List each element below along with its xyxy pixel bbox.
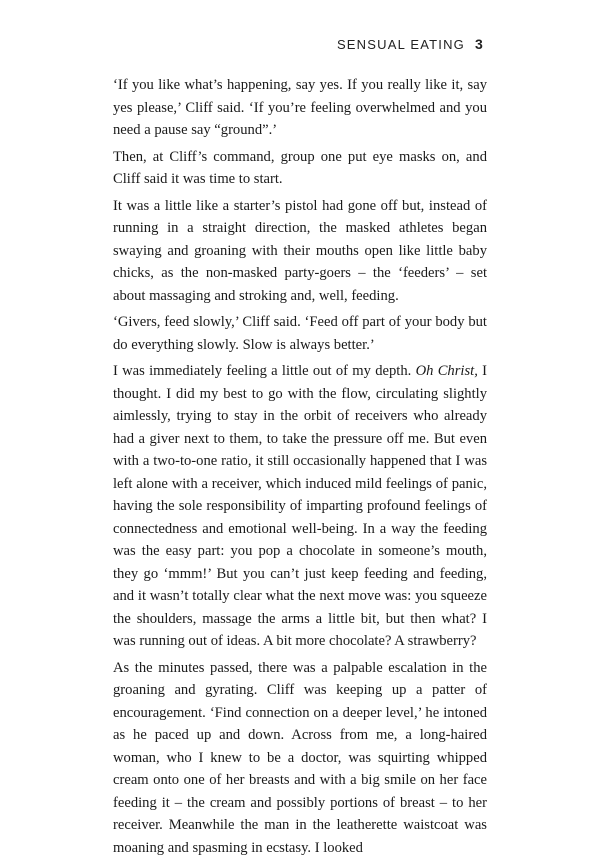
paragraph <box>113 146 487 191</box>
paragraph <box>113 195 487 308</box>
text-segment: As the minutes passed, there was a palpable escalation in the groaning and gyrating. Cliff was keeping up a patter of encouragement. ‘Find connection on a deeper level,’ he intoned as he paced up and down. Across from me, a long-haired woman, who I knew to be a doctor, was squirting whipped cream onto one of her breasts and with a big smile on her face feeding it – the cream and possibly portions of breast – to her receiver. Meanwhile the man in the leatherette waistcoat was moaning and spasming in ecstasy. I looked <box>113 660 487 856</box>
running-head <box>337 36 484 52</box>
paragraph <box>113 311 487 356</box>
text-segment: ‘If you like what’s happening, say yes. If you really like it, say yes please,’ Cliff said. ‘If you’re feeling overwhelmed and you need a pause say “ground”.’ <box>113 77 487 138</box>
body-text <box>113 74 487 859</box>
text-segment: I thought. I did my best to go with the flow, circulating slightly aimlessly, trying to stay in the orbit of receivers who already had a giver next to them, to take the pressure off me. But even with a two-to-one ratio, it still occasionally happened that I was left alone with a receiver, which induced mild feelings of panic, having the sole responsibility of imparting profound feelings of connectedness and emotional well-being. In a way the feeding was the easy part: you pop a chocolate in someone’s mouth, they go ‘mmm!’ But you can’t just keep feeding and feeding, and it wasn’t totally clear what the next move was: you squeeze the shoulders, massage the arms a little bit, but then what? I was running out of ideas. A bit more chocolate? A strawberry? <box>113 363 487 649</box>
text-segment: I was immediately feeling a little out of my depth. <box>113 363 416 379</box>
text-segment: ‘Givers, feed slowly,’ Cliff said. ‘Feed off part of your body but do everything slowly. Slow is always better.’ <box>113 314 487 353</box>
text-segment: Then, at Cliff’s command, group one put eye masks on, and Cliff said it was time to start. <box>113 149 487 188</box>
page-number: 3 <box>475 36 484 52</box>
italic-text-segment: Oh Christ, <box>416 363 478 379</box>
paragraph <box>113 360 487 653</box>
text-segment: It was a little like a starter’s pistol had gone off but, instead of running in a straight direction, the masked athletes began swaying and groaning with their mouths open like little baby chicks, as the non-masked party-goers – the ‘feeders’ – set about massaging and stroking and, well, feeding. <box>113 198 487 304</box>
paragraph <box>113 657 487 859</box>
chapter-title: SENSUAL EATING <box>337 37 465 52</box>
paragraph <box>113 74 487 142</box>
